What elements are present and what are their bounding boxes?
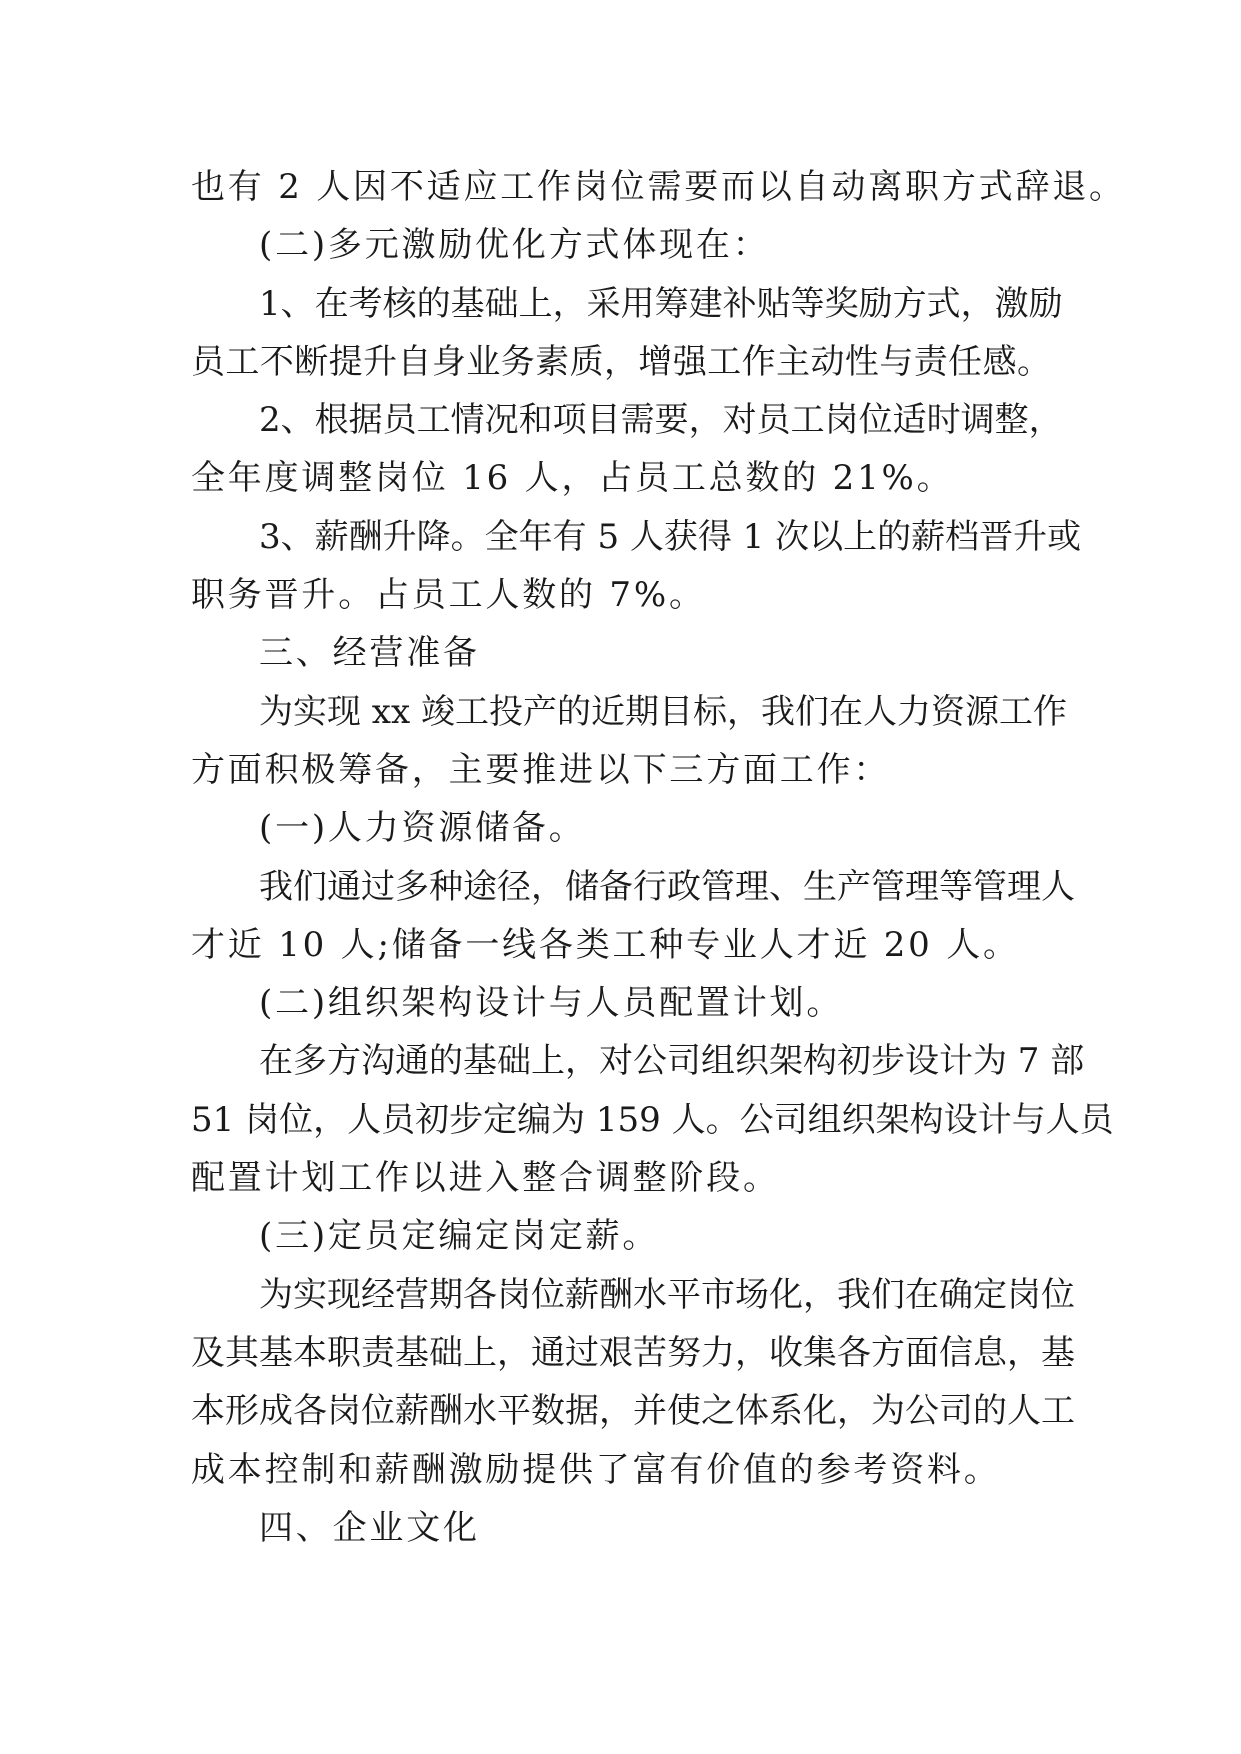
- paragraph-line: 及其基本职责基础上，通过艰苦努力，收集各方面信息，基: [191, 1332, 1075, 1373]
- paragraph-line: 为实现 xx 竣工投产的近期目标，我们在人力资源工作: [259, 691, 1067, 732]
- section-heading: 三、经营准备: [259, 633, 480, 674]
- subsection-heading: (二)组织架构设计与人员配置计划。: [259, 983, 844, 1024]
- subsection-heading: (三)定员定编定岗定薪。: [259, 1216, 660, 1257]
- paragraph-line: 51 岗位，人员初步定编为 159 人。公司组织架构设计与人员: [191, 1099, 1114, 1140]
- document-body: [191, 158, 1126, 1557]
- paragraph-line: 1、在考核的基础上，采用筹建补贴等奖励方式，激励: [259, 283, 1063, 324]
- paragraph-line: 方面积极筹备，主要推进以下三方面工作：: [191, 749, 891, 790]
- paragraph-line: 才近 10 人;储备一线各类工种专业人才近 20 人。: [191, 924, 1020, 965]
- paragraph-line: 员工不断提升自身业务素质，增强工作主动性与责任感。: [191, 341, 1051, 382]
- paragraph-line: 配置计划工作以进入整合调整阶段。: [191, 1158, 780, 1199]
- paragraph-line: 也有 2 人因不适应工作岗位需要而以自动离职方式辞退。: [191, 167, 1126, 207]
- subsection-heading: (一)人力资源储备。: [259, 808, 586, 849]
- paragraph-line: 为实现经营期各岗位薪酬水平市场化，我们在确定岗位: [259, 1274, 1075, 1315]
- paragraph-line: 职务晋升。占员工人数的 7%。: [191, 575, 706, 616]
- paragraph-line: 成本控制和薪酬激励提供了富有价值的参考资料。: [191, 1449, 1001, 1490]
- paragraph-line: 本形成各岗位薪酬水平数据，并使之体系化，为公司的人工: [191, 1391, 1075, 1432]
- paragraph-line: 在多方沟通的基础上，对公司组织架构初步设计为 7 部: [259, 1041, 1085, 1082]
- section-heading: 四、企业文化: [259, 1507, 480, 1548]
- paragraph-line: 2、根据员工情况和项目需要，对员工岗位适时调整，: [259, 400, 1063, 441]
- paragraph-line: 全年度调整岗位 16 人，占员工总数的 21%。: [191, 458, 954, 499]
- paragraph-line: 我们通过多种途径，储备行政管理、生产管理等管理人: [259, 866, 1075, 907]
- subsection-heading: (二)多元激励优化方式体现在：: [259, 225, 770, 266]
- paragraph-line: 3、薪酬升降。全年有 5 人获得 1 次以上的薪档晋升或: [259, 516, 1082, 557]
